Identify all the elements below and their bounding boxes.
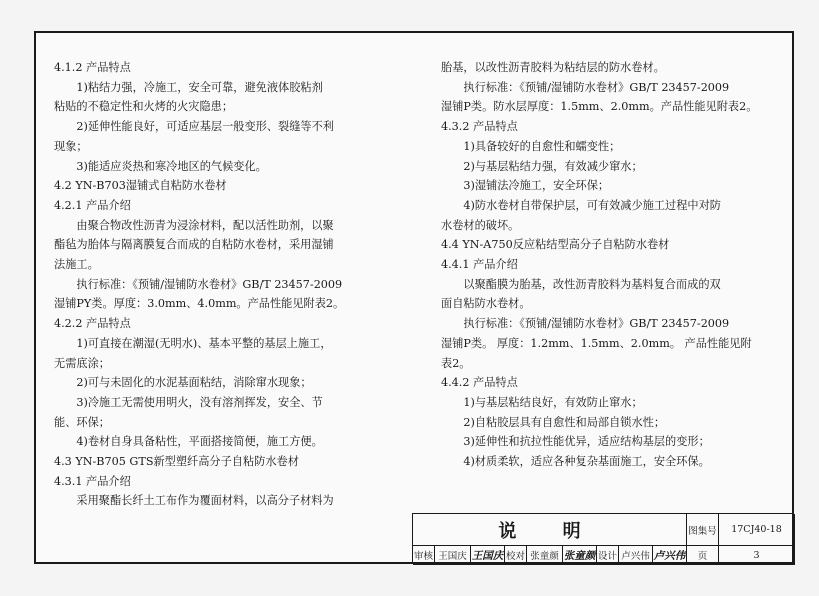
paragraph-line: 3)湿铺法冷施工，安全环保； bbox=[463, 179, 610, 193]
paragraph-line: 4)防水卷材自带保护层，可有效减少施工过程中对防 bbox=[463, 198, 721, 212]
paragraph-line: 水卷材的破坏。 bbox=[441, 218, 520, 232]
section-heading: 4.4.2 产品特点 bbox=[441, 376, 518, 390]
section-heading: 4.3.1 产品介绍 bbox=[54, 474, 131, 488]
review-name: 王国庆 bbox=[435, 546, 471, 565]
page-label: 页 bbox=[687, 546, 719, 565]
paragraph-line: 无需底涂； bbox=[54, 356, 110, 370]
right-text-column bbox=[441, 58, 781, 472]
paragraph-line: 由聚合物改性沥青为浸涂材料，配以活性助剂，以聚 bbox=[76, 218, 334, 232]
paragraph-line: 法施工。 bbox=[54, 258, 99, 272]
title-block bbox=[412, 513, 794, 564]
paragraph-line: 湿铺P类。防水层厚度：1.5mm、2.0mm。产品性能见附表2。 bbox=[441, 100, 758, 114]
review-signature: 王国庆 bbox=[471, 546, 505, 565]
section-heading: 4.4.1 产品介绍 bbox=[441, 258, 518, 272]
paragraph-line: 1)粘结力强，冷施工，安全可靠，避免液体胶粘剂 bbox=[76, 80, 323, 94]
paragraph-line: 胎基，以改性沥青胶料为粘结层的防水卷材。 bbox=[441, 61, 665, 74]
paragraph-line: 2)可与未固化的水泥基面粘结，消除窜水现象； bbox=[76, 376, 312, 390]
check-label: 校对 bbox=[505, 546, 527, 565]
paragraph-line: 执行标准：《预铺/湿铺防水卷材》GB/T 23457-2009 bbox=[463, 80, 730, 94]
paragraph-line: 湿铺P类。 厚度：1.2mm、1.5mm、2.0mm。 产品性能见附 bbox=[441, 336, 752, 350]
paragraph-line: 以聚酯膜为胎基，改性沥青胶料为基料复合而成的双 bbox=[463, 277, 721, 291]
paragraph-line: 执行标准：《预铺/湿铺防水卷材》GB/T 23457-2009 bbox=[463, 317, 730, 331]
section-heading: 4.3 YN-B705 GTS新型塑纤高分子自粘防水卷材 bbox=[54, 455, 299, 469]
paragraph-line: 3)冷施工无需使用明火，没有溶剂挥发，安全、节 bbox=[76, 395, 323, 409]
paragraph-line: 酯毡为胎体与隔离膜复合而成的自粘防水卷材，采用湿铺 bbox=[54, 238, 334, 252]
paragraph-line: 执行标准：《预铺/湿铺防水卷材》GB/T 23457-2009 bbox=[76, 277, 343, 291]
section-heading: 4.4 YN-A750反应粘结型高分子自粘防水卷材 bbox=[441, 238, 670, 252]
paragraph-line: 1)具备较好的自愈性和蠕变性； bbox=[463, 139, 621, 153]
section-heading: 4.3.2 产品特点 bbox=[441, 120, 518, 134]
paragraph-line: 能、环保； bbox=[54, 415, 110, 429]
design-name: 卢兴伟 bbox=[619, 546, 653, 565]
paragraph-line: 4)材质柔软，适应各种复杂基面施工，安全环保。 bbox=[463, 455, 710, 469]
section-heading: 4.2 YN-B703湿铺式自粘防水卷材 bbox=[54, 179, 227, 193]
paragraph-line: 面自粘防水卷材。 bbox=[441, 297, 531, 311]
paragraph-line: 4)卷材自身具备粘性，平面搭接简便，施工方便。 bbox=[76, 435, 323, 449]
paragraph-line: 3)延伸性和抗拉性能优异，适应结构基层的变形； bbox=[463, 435, 710, 449]
check-signature: 张童颜 bbox=[563, 546, 597, 565]
atlas-number-label: 图集号 bbox=[687, 514, 719, 546]
page-number: 3 bbox=[719, 546, 795, 565]
section-heading: 4.2.1 产品介绍 bbox=[54, 198, 131, 212]
paragraph-line: 1)与基层粘结良好，有效防止窜水； bbox=[463, 395, 643, 409]
atlas-number: 17CJ40-18 bbox=[719, 514, 795, 546]
paragraph-line: 3)能适应炎热和寒冷地区的气候变化。 bbox=[76, 159, 267, 173]
design-signature: 卢兴伟 bbox=[653, 546, 687, 565]
paragraph-line: 湿铺PY类。厚度：3.0mm、4.0mm。产品性能见附表2。 bbox=[54, 297, 345, 311]
paragraph-line: 现象； bbox=[54, 139, 88, 153]
sheet-title: 说 明 bbox=[413, 514, 687, 546]
paragraph-line: 2)延伸性能良好，可适应基层一般变形、裂缝等不利 bbox=[76, 120, 334, 134]
left-text-column bbox=[54, 58, 402, 511]
paragraph-line: 粘贴的不稳定性和火烤的火灾隐患； bbox=[54, 100, 234, 114]
check-name: 张童颜 bbox=[527, 546, 563, 565]
section-heading: 4.1.2 产品特点 bbox=[54, 61, 131, 74]
paragraph-line: 2)与基层粘结力强，有效减少窜水； bbox=[463, 159, 643, 173]
paragraph-line: 表2。 bbox=[441, 356, 471, 370]
paragraph-line: 1)可直接在潮湿(无明水)、基本平整的基层上施工， bbox=[76, 336, 332, 350]
paragraph-line: 2)自粘胶层具有自愈性和局部自锁水性； bbox=[463, 415, 666, 429]
section-heading: 4.2.2 产品特点 bbox=[54, 317, 131, 331]
paragraph-line: 采用聚酯长纤土工布作为覆面材料，以高分子材料为 bbox=[76, 494, 334, 508]
design-label: 设计 bbox=[597, 546, 619, 565]
review-label: 审核 bbox=[413, 546, 435, 565]
